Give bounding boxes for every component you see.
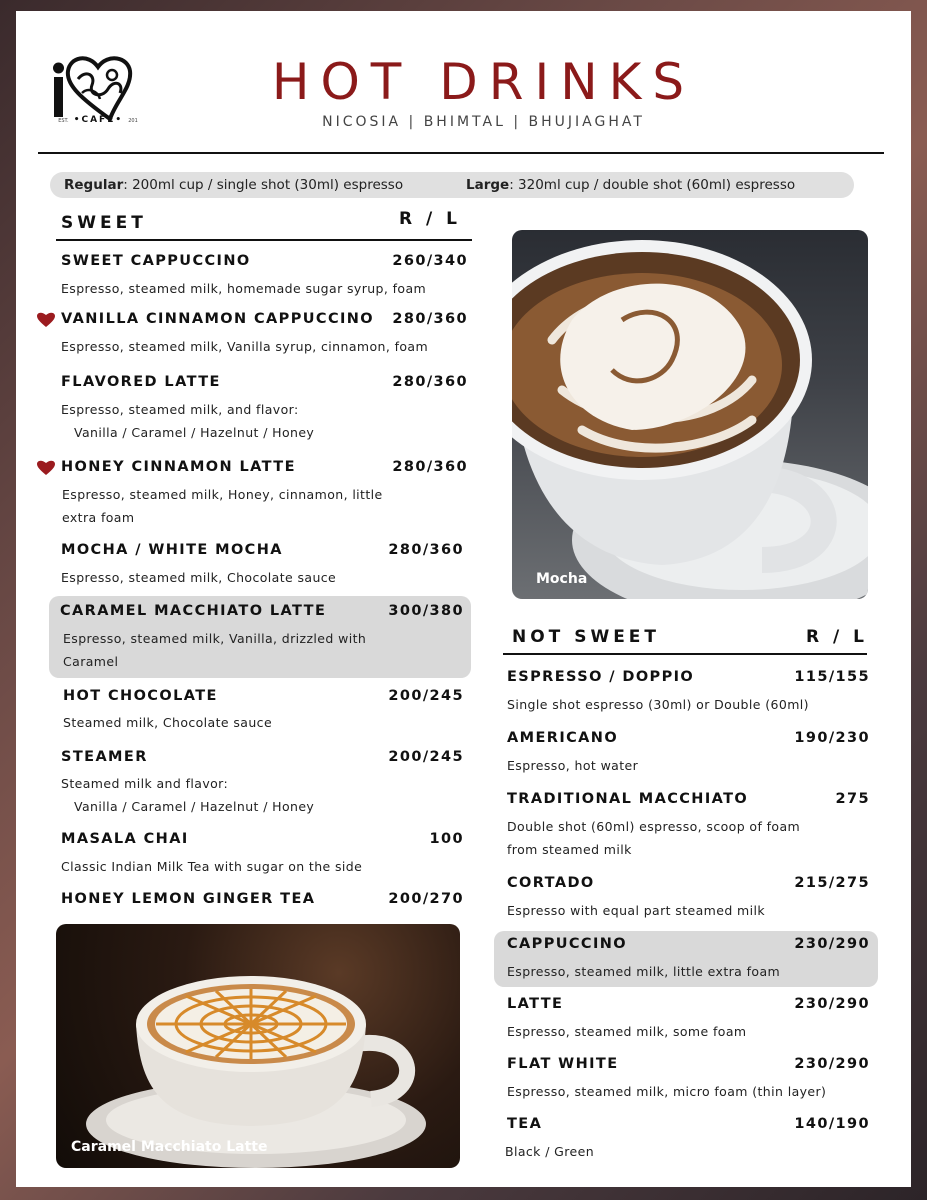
- item-desc: Black / Green: [505, 1144, 595, 1159]
- item-name: TRADITIONAL MACCHIATO: [507, 791, 749, 807]
- item-name: TEA: [507, 1116, 543, 1132]
- size-info-bar: [50, 172, 854, 198]
- sweet-heading: SWEET: [61, 213, 147, 233]
- large-text: : 320ml cup / double shot (60ml) espresso: [509, 177, 796, 193]
- item-name: STEAMER: [61, 749, 148, 765]
- item-price: 100: [429, 831, 464, 847]
- item-desc: Classic Indian Milk Tea with sugar on the side: [61, 859, 363, 874]
- not-sweet-rl: R / L: [806, 627, 868, 647]
- item-desc: Espresso, hot water: [507, 758, 639, 773]
- item-desc-line2: Caramel: [63, 654, 119, 669]
- item-desc: Espresso, steamed milk, little extra foam: [507, 964, 781, 979]
- item-name: MOCHA / WHITE MOCHA: [61, 542, 283, 558]
- item-price: 190/230: [794, 730, 870, 746]
- caramel-photo-caption: Caramel Macchiato Latte: [71, 1139, 268, 1155]
- logo-est: EST.: [58, 118, 69, 124]
- item-desc: Espresso, steamed milk, micro foam (thin layer): [507, 1084, 827, 1099]
- item-desc: Espresso, steamed milk, and flavor:: [61, 402, 299, 417]
- item-name: FLAVORED LATTE: [61, 374, 221, 390]
- item-desc: Espresso, steamed milk, homemade sugar syrup, foam: [61, 281, 427, 296]
- item-desc: Espresso, steamed milk, Chocolate sauce: [61, 570, 337, 585]
- favorite-heart-icon: [37, 312, 55, 328]
- item-price: 260/340: [392, 253, 468, 269]
- item-price: 230/290: [794, 936, 870, 952]
- favorite-heart-icon: [37, 460, 55, 476]
- item-name: CARAMEL MACCHIATO LATTE: [60, 603, 327, 619]
- item-desc: Espresso, steamed milk, some foam: [507, 1024, 747, 1039]
- item-price: 230/290: [794, 1056, 870, 1072]
- mocha-photo-caption: Mocha: [536, 571, 588, 587]
- item-name: ESPRESSO / DOPPIO: [507, 669, 695, 685]
- item-name: LATTE: [507, 996, 564, 1012]
- not-sweet-heading: NOT SWEET: [512, 627, 661, 647]
- logo-caption: EST. •CAFE• 201: [58, 115, 138, 125]
- item-desc: Steamed milk and flavor:: [61, 776, 229, 791]
- item-name: HOT CHOCOLATE: [63, 688, 218, 704]
- item-price: 280/360: [388, 542, 464, 558]
- item-price: 140/190: [794, 1116, 870, 1132]
- page-title: HOT DRINKS: [271, 53, 696, 111]
- item-name: CAPPUCCINO: [507, 936, 628, 952]
- mocha-cup-image: [512, 230, 868, 599]
- item-price: 280/360: [392, 459, 468, 475]
- item-name: FLAT WHITE: [507, 1056, 619, 1072]
- menu-page: [16, 11, 911, 1187]
- item-desc: Single shot espresso (30ml) or Double (60ml): [507, 697, 809, 712]
- item-price: 115/155: [794, 669, 870, 685]
- item-name: AMERICANO: [507, 730, 619, 746]
- item-desc-line2: extra foam: [62, 510, 135, 525]
- item-desc: Steamed milk, Chocolate sauce: [63, 715, 273, 730]
- caramel-macchiato-photo: [56, 924, 460, 1168]
- item-desc: Espresso, steamed milk, Vanilla, drizzled with: [63, 631, 367, 646]
- item-price: 280/360: [392, 374, 468, 390]
- item-price: 230/290: [794, 996, 870, 1012]
- caramel-cup-image: [56, 924, 460, 1168]
- item-name: SWEET CAPPUCCINO: [61, 253, 251, 269]
- logo-year: 201: [128, 118, 138, 124]
- item-price: 300/380: [388, 603, 464, 619]
- item-desc: Espresso, steamed milk, Vanilla syrup, cinnamon, foam: [61, 339, 429, 354]
- item-name: CORTADO: [507, 875, 595, 891]
- item-price: 200/245: [388, 688, 464, 704]
- item-desc-line2: from steamed milk: [507, 842, 632, 857]
- item-price: 200/245: [388, 749, 464, 765]
- sweet-rl: R / L: [399, 209, 461, 229]
- item-price: 215/275: [794, 875, 870, 891]
- locations: NICOSIA | BHIMTAL | BHUJIAGHAT: [322, 114, 645, 130]
- large-label: Large: [466, 177, 510, 193]
- item-desc: Double shot (60ml) espresso, scoop of foam: [507, 819, 801, 834]
- item-name: HONEY LEMON GINGER TEA: [61, 891, 316, 907]
- item-price: 280/360: [392, 311, 468, 327]
- item-name: MASALA CHAI: [61, 831, 189, 847]
- item-desc-line2: Vanilla / Caramel / Hazelnut / Honey: [74, 425, 315, 440]
- item-desc: Espresso with equal part steamed milk: [507, 903, 766, 918]
- not-sweet-divider: [503, 653, 867, 655]
- item-price: 200/270: [388, 891, 464, 907]
- mocha-photo: [512, 230, 868, 599]
- header-divider: [38, 152, 884, 154]
- item-price: 275: [835, 791, 870, 807]
- regular-text: : 200ml cup / single shot (30ml) espresso: [123, 177, 404, 193]
- logo-text: CAFE: [81, 115, 116, 125]
- sweet-divider: [56, 239, 472, 241]
- regular-label: Regular: [64, 177, 124, 193]
- item-name: HONEY CINNAMON LATTE: [61, 459, 296, 475]
- item-desc: Espresso, steamed milk, Honey, cinnamon, little: [62, 487, 383, 502]
- item-name: VANILLA CINNAMON CAPPUCCINO: [61, 311, 375, 327]
- item-desc-line2: Vanilla / Caramel / Hazelnut / Honey: [74, 799, 315, 814]
